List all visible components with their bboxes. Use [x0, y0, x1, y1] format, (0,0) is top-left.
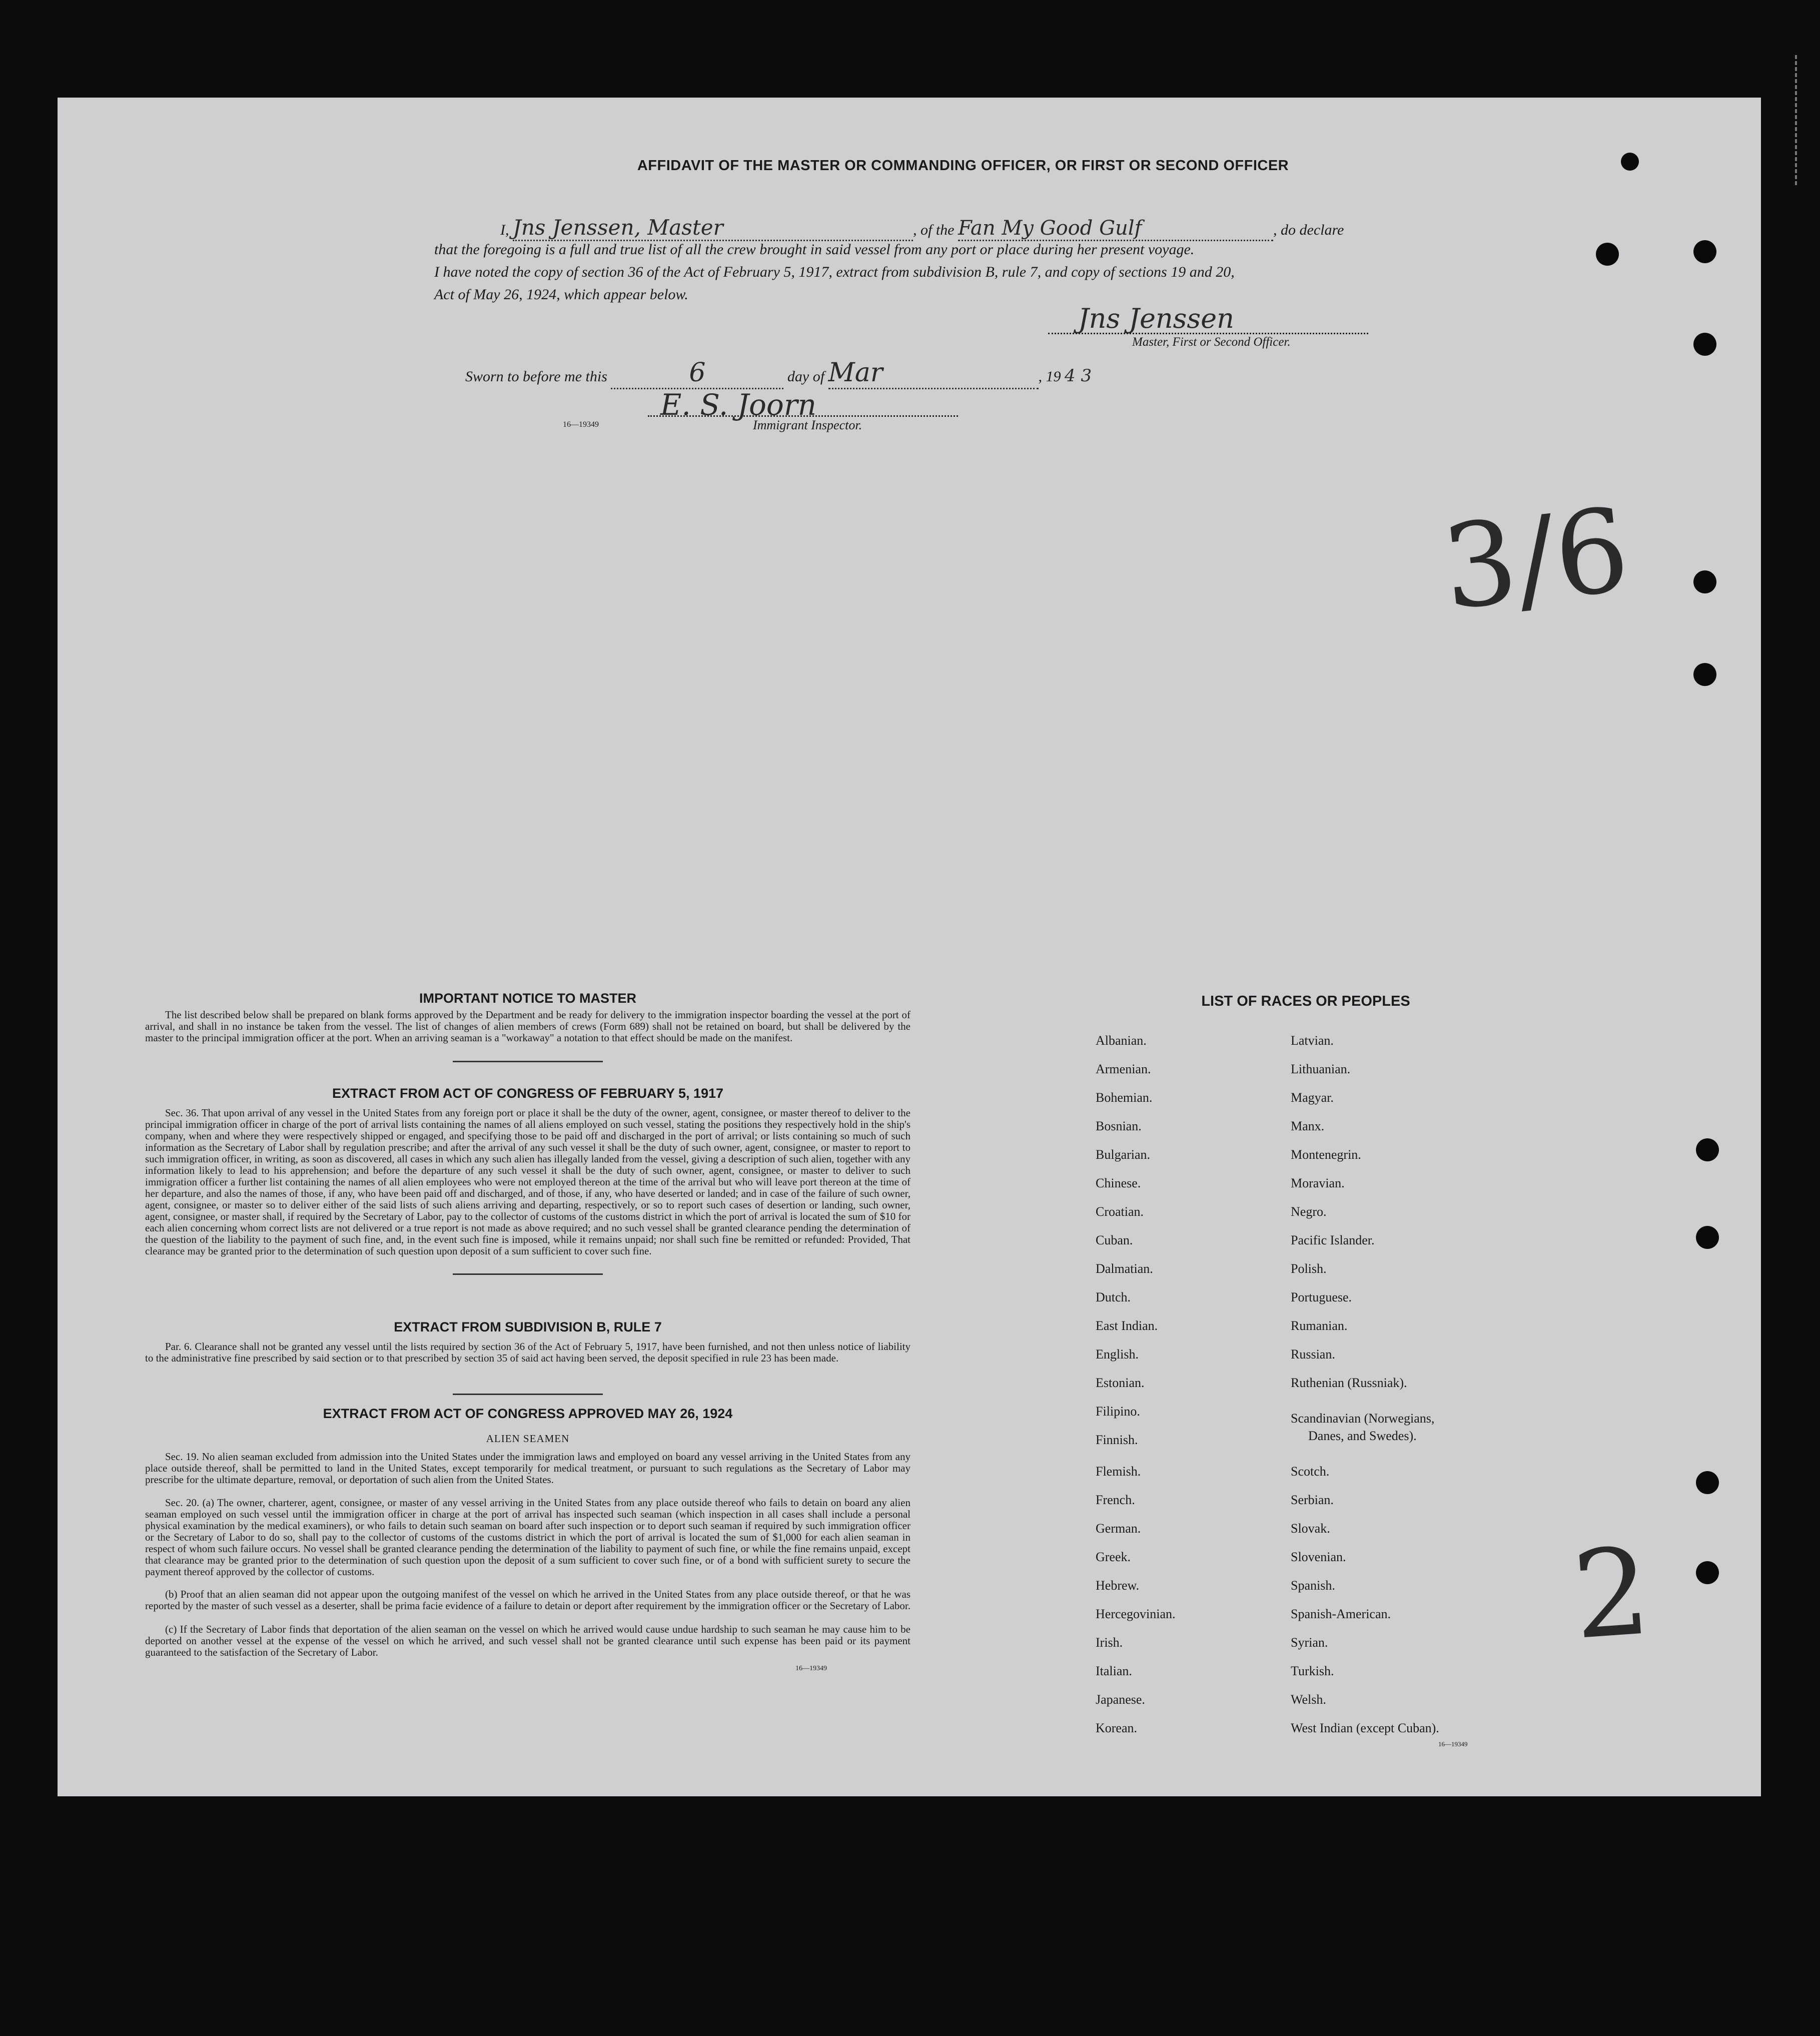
race-item: Serbian. [1291, 1493, 1334, 1507]
race-item: Spanish-American. [1291, 1607, 1391, 1621]
race-item: Latvian. [1291, 1033, 1334, 1048]
race-item: Danes, and Swedes). [1308, 1429, 1417, 1443]
sworn-line [465, 358, 1092, 389]
race-item: Korean. [1096, 1721, 1138, 1735]
master-name-handwritten: Jns Jenssen, Master [513, 215, 913, 241]
extract1-body: Sec. 36. That upon arrival of any vessel in the United States from any foreign port or place it shall be the duty of the owner, agent, consignee, or master thereof to deliver to the principal immigration officer in charge of the port of arrival lists containing the names of all aliens employed on such vessel, stating the positions they respectively hold in the ship's company, when and where they were respectively shipped or engaged, and specifying those to be paid off and discharged in the port of arrival; or lists containing so much of such information as the Secretary of Labor shall by regulation prescribe; and after the arrival of any such vessel it shall be the duty of such owner, agent, consignee, or master to report to such immigration officer, in writing, as soon as discovered, all cases in which any such alien has illegally landed from the vessel, giving a description of such alien, together with any information likely to lead to his apprehension; and before the departure of any such vessel it shall be the duty of such owner, agent, consignee, or master to deliver to such immigration officer a further list containing the names of all alien employees who were not employed thereon at the time of the arrival but who will leave port thereon at the time of her departure, and also the names of those, if any, who have been paid off and discharged, and of those, if any, who have deserted or landed; and in case of the failure of such owner, agent, consignee, or master so to deliver either of the said lists of such aliens arriving and departing, respectively, or so to report such cases of desertion or landing, such owner, agent, consignee, or master shall, if required by the Secretary of Labor, pay to the collector of customs of the customs district in which the port of arrival is located the sum of $10 for each alien concerning whom correct lists are not delivered or a true report is not made as above required; and no such vessel shall be granted clearance pending the determination of the question of the liability to the payment of such fine, and, in the event such fine is imposed, while it remains unpaid; nor shall such fine be remitted or refunded: Provided, That clearance may be granted prior to the determination of such question upon deposit of a sum sufficient to cover such fine. [145, 1107, 911, 1257]
race-item: Polish. [1291, 1261, 1327, 1276]
margin-fraction-handwritten: 3/6 [1437, 483, 1635, 636]
extract3-title: EXTRACT FROM ACT OF CONGRESS APPROVED MAY 26, 1924 [323, 1406, 733, 1421]
master-signature-handwritten: Jns Jenssen [1078, 303, 1234, 334]
race-item: French. [1096, 1493, 1135, 1507]
affidavit-line1 [500, 215, 1431, 241]
notice-body: The list described below shall be prepared on blank forms approved by the Department and be ready for delivery to the immigration inspector boarding the vessel at the port of arrival, and shall in no instance be taken from the vessel. The list of changes of alien members of crews (Form 689) shall not be retained on board, but shall be delivered by the master to the principal immigration officer at the port. When an arriving seaman is a "workaway" a notation to that effect should be made on the manifest. [145, 1009, 911, 1044]
race-item: Albanian. [1096, 1033, 1147, 1048]
race-item: Bohemian. [1096, 1090, 1153, 1105]
race-item: Slovak. [1291, 1521, 1330, 1536]
race-item: Spanish. [1291, 1578, 1335, 1593]
races-title: LIST OF RACES OR PEOPLES [1201, 993, 1410, 1009]
extract3-form-number: 16—19349 [795, 1665, 827, 1672]
punch-hole [1696, 1138, 1719, 1161]
race-item: Bosnian. [1096, 1119, 1142, 1133]
race-item: Scotch. [1291, 1464, 1330, 1479]
race-item: Lithuanian. [1291, 1062, 1351, 1076]
race-item: Syrian. [1291, 1635, 1328, 1650]
race-item: Irish. [1096, 1635, 1123, 1650]
punch-hole [1696, 1471, 1719, 1494]
affidavit-title: AFFIDAVIT OF THE MASTER OR COMMANDING OFFICER, OR FIRST OR SECOND OFFICER [637, 158, 1289, 174]
punch-hole [1696, 1226, 1719, 1249]
document-page [58, 98, 1761, 1796]
race-item: Chinese. [1096, 1176, 1141, 1190]
extract3-p2: Sec. 20. (a) The owner, charterer, agent, consignee, or master of any vessel arriving in the United States from any place outside thereof who fails to detain on board any alien seaman employed on such vessel until the immigration officer in charge at the port of arrival has inspected such seaman (which inspection in all cases shall include a personal physical examination by the medical examiners), or who fails to detain such seaman on board after such inspection or to deport such seaman if required by such immigration officer or the Secretary of Labor to do so, shall pay to the collector of customs of the customs district in which the port of arrival is located the sum of $1,000 for each alien seaman in respect of whom such failure occurs. No vessel shall be granted clearance pending the determination of the liability to payment of such fine, or while the fine remains unpaid, except that clearance may be granted prior to the determination of such question upon the deposit of a sum sufficient to cover such fine, or of a bond with sufficient surety to secure the payment thereof approved by the collector of customs. [145, 1497, 911, 1578]
year-prefix: , 19 [1038, 368, 1061, 385]
affidavit-line2: that the foregoing is a full and true list of all the crew brought in said vessel from any port or place during her present voyage. [434, 241, 1195, 258]
punch-hole [1696, 1561, 1719, 1584]
race-item: Scandinavian (Norwegians, [1291, 1411, 1435, 1426]
punch-hole [1693, 570, 1716, 593]
race-item: Montenegrin. [1291, 1147, 1361, 1162]
day-handwritten: 6 [611, 358, 783, 389]
master-officer-label: Master, First or Second Officer. [1132, 335, 1291, 349]
inspector-label: Immigrant Inspector. [753, 418, 862, 432]
year-handwritten: 4 3 [1065, 366, 1092, 386]
edge-strip [1795, 55, 1800, 185]
punch-hole [1621, 153, 1639, 171]
vessel-name-handwritten: Fan My Good Gulf [958, 217, 1273, 241]
i-label: I, [500, 222, 509, 238]
do-declare-label: , do declare [1273, 222, 1344, 238]
race-item: Cuban. [1096, 1233, 1133, 1247]
race-item: Pacific Islander. [1291, 1233, 1375, 1247]
races-form-number: 16—19349 [1438, 1740, 1468, 1748]
extract3-p1: Sec. 19. No alien seaman excluded from admission into the United States under the immigration laws and employed on board any vessel arriving in the United States from any place outside thereof, shall be permitted to land in the United States, except temporarily for medical treatment, or pursuant to such regulations as the Secretary of Labor may prescribe for the ultimate departure, removal, or deportation of such alien from the United States. [145, 1451, 911, 1486]
race-item: Hebrew. [1096, 1578, 1140, 1593]
race-item: Finnish. [1096, 1433, 1138, 1447]
race-item: Manx. [1291, 1119, 1325, 1133]
extract2-title: EXTRACT FROM SUBDIVISION B, RULE 7 [394, 1319, 662, 1334]
of-the-label: , of the [913, 222, 955, 238]
margin-number-handwritten: 2 [1568, 1521, 1655, 1666]
month-handwritten: Mar [828, 358, 1039, 389]
affidavit-line3: I have noted the copy of section 36 of the Act of February 5, 1917, extract from subdivision B, rule 7, and copy of sections 19 and 20, [434, 264, 1235, 280]
race-item: German. [1096, 1521, 1141, 1536]
race-item: Dalmatian. [1096, 1261, 1153, 1276]
punch-hole [1693, 333, 1716, 356]
punch-hole [1596, 243, 1619, 266]
day-of-label: day of [787, 368, 825, 385]
race-item: Bulgarian. [1096, 1147, 1151, 1162]
notice-title: IMPORTANT NOTICE TO MASTER [419, 991, 636, 1006]
extract2-body: Par. 6. Clearance shall not be granted any vessel until the lists required by section 36 of the Act of February 5, 1917, have been furnished, and not then unless notice of liability to the administrative fine prescribed by said section or to that prescribed by section 35 of said act having been served, the deposit specified in rule 23 has been made. [145, 1340, 911, 1364]
extract3-subtitle: ALIEN SEAMEN [486, 1433, 570, 1445]
race-item: Filipino. [1096, 1404, 1140, 1419]
race-item: Magyar. [1291, 1090, 1334, 1105]
punch-hole [1693, 240, 1716, 263]
extract3-p4: (c) If the Secretary of Labor finds that deportation of the alien seaman on the vessel on which he arrived would cause undue hardship to such seaman he may cause him to be deported on another vessel at the expense of the vessel on which he arrived, and such vessel shall not be granted clearance until such expense has been paid or its payment guaranteed to the satisfaction of the Secretary of Labor. [145, 1623, 911, 1658]
race-item: Ruthenian (Russniak). [1291, 1376, 1407, 1390]
race-item: Welsh. [1291, 1692, 1326, 1707]
race-item: Slovenian. [1291, 1550, 1346, 1564]
punch-hole [1693, 663, 1716, 686]
inspector-signature-handwritten: E. S. Joorn [660, 388, 816, 422]
sworn-label: Sworn to before me this [465, 368, 607, 385]
race-item: English. [1096, 1347, 1139, 1362]
race-item: Japanese. [1096, 1692, 1145, 1707]
race-item: Turkish. [1291, 1664, 1334, 1678]
affidavit-form-number: 16—19349 [563, 420, 599, 429]
race-item: Negro. [1291, 1204, 1327, 1219]
race-item: Greek. [1096, 1550, 1131, 1564]
affidavit-line4: Act of May 26, 1924, which appear below. [434, 286, 688, 303]
race-item: East Indian. [1096, 1318, 1158, 1333]
race-item: Croatian. [1096, 1204, 1144, 1219]
race-item: Armenian. [1096, 1062, 1151, 1076]
race-item: Estonian. [1096, 1376, 1145, 1390]
race-item: Moravian. [1291, 1176, 1345, 1190]
extract1-title: EXTRACT FROM ACT OF CONGRESS OF FEBRUARY 5, 1917 [332, 1086, 724, 1101]
race-item: Hercegovinian. [1096, 1607, 1176, 1621]
race-item: Italian. [1096, 1664, 1132, 1678]
extract3-p3: (b) Proof that an alien seaman did not appear upon the outgoing manifest of the vessel on which he arrived in the United States from any place outside thereof, or that he was reported by the master of such vessel as a deserter, shall be prima facie evidence of a failure to detain or deport after requirement by the immigration officer or the Secretary of Labor. [145, 1588, 911, 1612]
race-item: Rumanian. [1291, 1318, 1348, 1333]
race-item: Portuguese. [1291, 1290, 1352, 1304]
race-item: Russian. [1291, 1347, 1335, 1362]
race-item: Dutch. [1096, 1290, 1131, 1304]
race-item: West Indian (except Cuban). [1291, 1721, 1439, 1735]
race-item: Flemish. [1096, 1464, 1141, 1479]
